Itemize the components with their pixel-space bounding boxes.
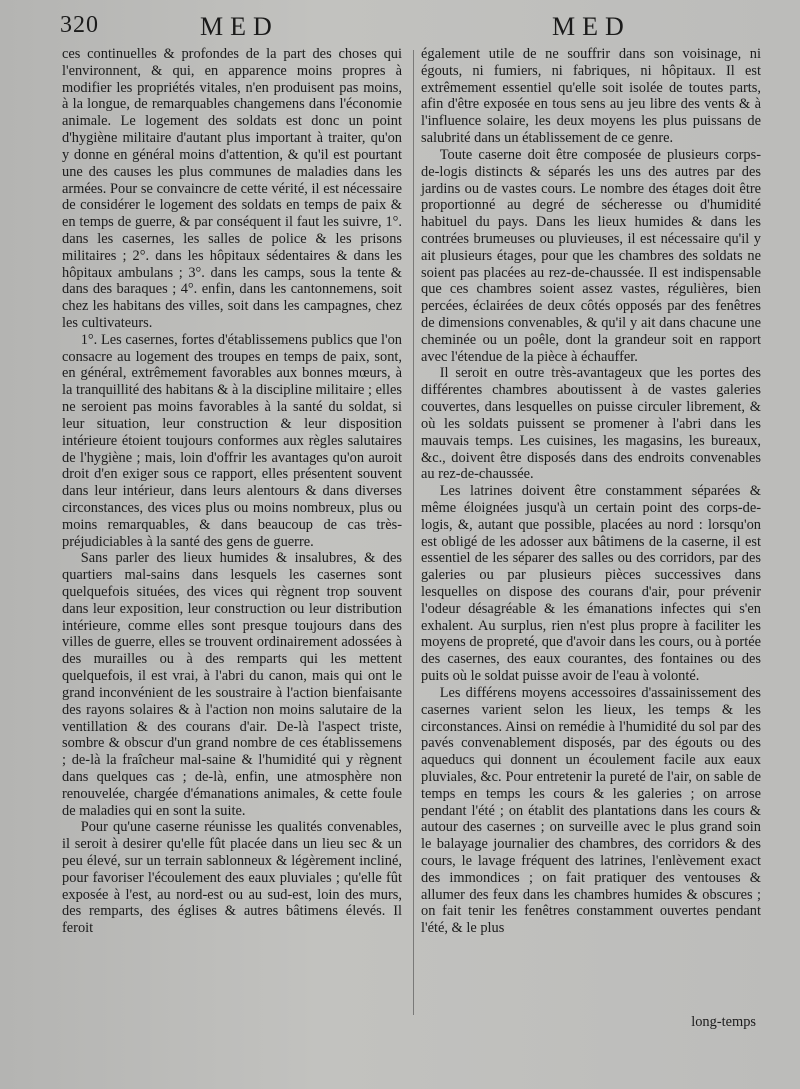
header-title-left: MED <box>200 12 279 41</box>
paragraph: Sans parler des lieux humides & insalubres, & des quartiers mal-sains dans lesquels les casernes sont quelquefois situées, des vices qui règnent trop souvent dans leur exposition, leur construction ou leur distribution intérieure, comme elles sont presque toujours dans des villes de guerre, elles se trouvent ordinairement adossées à des murailles ou à des remparts qui les mettent quelquefois, il est vrai, à l'abri du canon, mais qui ont le grand inconvénient de les soustraire à l'action bienfaisante des rayons solaires & à l'action non moins salutaire de la ventillation & des courans d'air. De-là l'aspect triste, sombre & obscur d'un grand nombre de ces établissemens ; de-là la fraîcheur mal-saine & l'humidité qui y règnent dans quelques cas ; de-là, enfin, une atmosphère non renouvelée, chargée d'émanations animales, & cette foule de maladies qui en sont la suite. <box>62 550 402 819</box>
paragraph: 1°. Les casernes, fortes d'établissemens publics que l'on consacre au logement des troupes en temps de paix, sont, en général, extrêmement favorables aux bonnes mœurs, à la tranquillité des habitans & à la discipline militaire ; elles ne seroient pas moins favorables à la santé du soldat, si leur situation, leur construction & leur disposition intérieure étoient toujours conformes aux règles salutaires de l'hygiène ; mais, loin d'offrir les avantages qu'on auroit droit d'en exiger sous ce rapport, elles présentent souvent dans leur intérieur, dans leurs alentours & dans diverses circonstances, des vices plus ou moins nombreux, plus ou moins remarquables, & dans beaucoup de cas très-préjudiciables à la santé des gens de guerre. <box>62 331 402 550</box>
page-number: 320 <box>60 12 99 38</box>
paragraph: Il seroit en outre très-avantageux que les portes des différentes chambres aboutissent à de vastes galeries couvertes, dans lesquelles on puisse circuler librement, & où les soldats puissent se promener à l'abri dans les mauvais temps. Les cuisines, les magasins, les bureaux, &c., doivent être disposés dans des endroits convenables au rez-de-chaussée. <box>421 365 761 483</box>
catchword: long-temps <box>691 1014 756 1030</box>
paragraph: Toute caserne doit être composée de plusieurs corps-de-logis distincts & séparés les uns des autres par des jardins ou de vastes cours. Le nombre des étages doit être proportionné au degré de sécheresse ou d'humidité habituel du pays. Dans les lieux humides & dans les contrées brumeuses ou pluvieuses, il est nécessaire qu'il y ait plusieurs étages, pour que les chambres des soldats ne soient pas placées au rez-de-chaussée. Il est indispensable que ces chambres soient assez vastes, régulières, bien percées, éclairées de deux côtés opposés par des fenêtres de dimensions convenables, & qu'il y ait dans chacune une cheminée ou un poêle, dont la grandeur soit en rapport avec l'étendue de la pièce à échauffer. <box>421 146 761 365</box>
paragraph: Pour qu'une caserne réunisse les qualités convenables, il seroit à desirer qu'elle fût placée dans un lieu sec & un peu élevé, sur un terrain sablonneux & légèrement incliné, pour favoriser l'écoulement des eaux pluviales ; qu'elle fût exposée à l'est, au nord-est ou au sud-est, loin des murs, des remparts, des églises & autres bâtimens élevés. Il feroit <box>62 819 402 937</box>
column-divider <box>413 50 414 1015</box>
paragraph: également utile de ne souffrir dans son voisinage, ni égouts, ni fumiers, ni fabriques, ni hôpitaux. Il est extrêmement essentiel qu'elle soit isolée de toutes parts, afin d'être exposée en tous sens au jeu libre des vents & à l'influence solaire, les deux moyens les plus puissans de salubrité dans un établissement de ce genre. <box>421 46 761 147</box>
running-header <box>60 12 760 46</box>
paragraph: Les différens moyens accessoires d'assainissement des casernes varient selon les lieux, les temps & les circonstances. Ainsi on remédie à l'humidité du sol par des pavés convenablement disposés, par des égouts ou des aqueducs qui donnent un écoulement facile aux eaux pluviales, &c. Pour entretenir la pureté de l'air, on sable de temps en temps les cours & les galeries ; on arrose pendant l'été ; on établit des plantations dans les cours & autour des casernes ; on surveille avec le plus grand soin le balayage journalier des chambres, des corridors & des cours, le lavage fréquent des latrines, l'enlèvement exact des immondices ; on fait pratiquer des ventouses & allumer des feux dans les chambres humides & obscures ; on fait tenir les fenêtres constamment ouvertes pendant l'été, & le plus <box>421 684 761 937</box>
right-column <box>421 46 761 937</box>
paragraph: ces continuelles & profondes de la part des choses qui l'environnent, & qui, en apparence moins propres à modifier les propriétés vitales, n'en produisent pas moins, à la longue, de remarquables changemens dans l'économie animale. Le logement des soldats est donc un point d'hygiène militaire d'autant plus important à traiter, qu'on y donne en général moins d'attention, & qu'il est pourtant une des causes les plus communes de maladies dans les armées. Pour se convaincre de cette vérité, il est nécessaire de considérer le logement des soldats en temps de paix & en temps de guerre, & par conséquent il faut les suivre, 1°. dans les casernes, les salles de police & les prisons militaires ; 2°. dans les hôpitaux sédentaires & dans les hôpitaux ambulans ; 3°. dans les camps, sous la tente & dans des baraques ; 4°. enfin, dans les cantonnemens, soit chez les habitans des villes, soit dans les campagnes, chez les cultivateurs. <box>62 46 402 331</box>
header-title-right: MED <box>552 12 631 41</box>
left-column <box>62 46 402 937</box>
paragraph: Les latrines doivent être constamment séparées & même éloignées jusqu'à un certain point des corps-de-logis, &, autant que possible, placées au nord : lorsqu'on est obligé de les adosser aux bâtimens de la caserne, il est essentiel de les séparer des salles ou des corridors, par des galeries ou par plusieurs pièces successives dans lesquelles on dispose des courans d'air, pour prévenir l'odeur désagréable & les émanations infectes qui s'en exhalent. Au surplus, rien n'est plus propre à faciliter les moyens de propreté, que d'avoir dans les cours, ou à portée des casernes, des eaux courantes, des fontaines ou des puits où le soldat puisse avoir de l'eau à volonté. <box>421 483 761 685</box>
